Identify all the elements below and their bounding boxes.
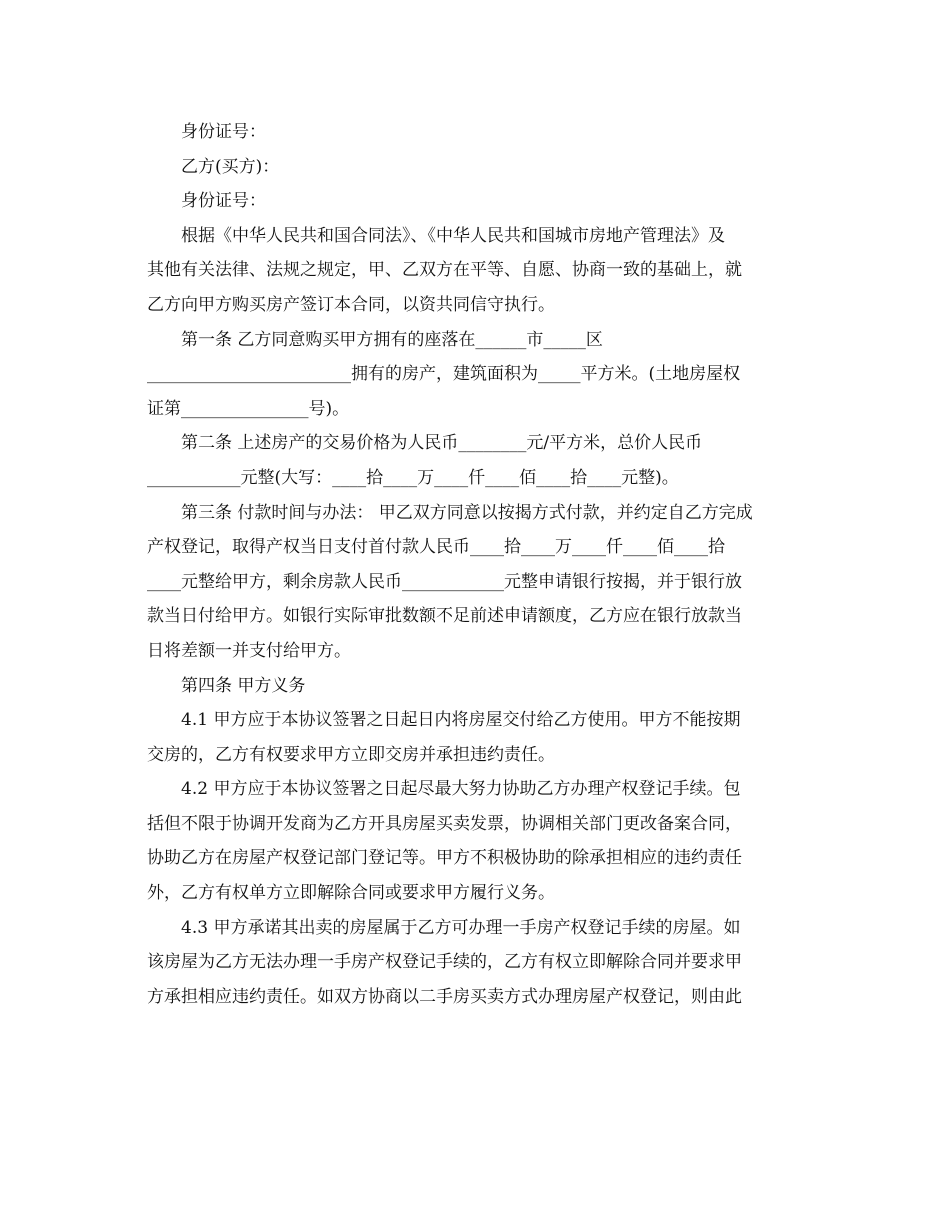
clause-4-3-line: 4.3 甲方承诺其出卖的房屋属于乙方可办理一手房产权登记手续的房屋。如 <box>181 917 741 938</box>
preamble-line: 乙方向甲方购买房产签订本合同，以资共同信守执行。 <box>147 294 555 315</box>
clause-4-2-line: 括但不限于协调开发商为乙方开具房屋买卖发票，协调相关部门更改备案合同， <box>147 813 742 834</box>
article-3-line: 款当日付给甲方。如银行实际审批数额不足前述申请额度，乙方应在银行放款当 <box>147 606 742 627</box>
clause-4-3-line: 该房屋为乙方无法办理一手房产权登记手续的，乙方有权立即解除合同并要求甲 <box>147 952 742 973</box>
preamble-line: 根据《中华人民共和国合同法》、《中华人民共和国城市房地产管理法》及 <box>181 225 725 246</box>
article-3-line: 日将差额一并支付给甲方。 <box>147 640 351 661</box>
clause-4-1-line: 交房的，乙方有权要求甲方立即交房并承担违约责任。 <box>147 744 555 765</box>
article-1-line: ________________________拥有的房产，建筑面积为_____平方米。(土地房屋权 <box>147 364 741 385</box>
clause-4-2-line: 4.2 甲方应于本协议签署之日起尽最大努力协助乙方办理产权登记手续。包 <box>181 779 741 800</box>
clause-4-1-line: 4.1 甲方应于本协议签署之日起日内将房屋交付给乙方使用。甲方不能按期 <box>181 710 741 731</box>
clause-4-3-line: 方承担相应违约责任。如双方协商以二手房买卖方式办理房屋产权登记，则由此 <box>147 986 742 1007</box>
article-4-heading: 第四条 甲方义务 <box>181 675 306 696</box>
article-2-line: ___________元整(大写：____拾____万____仟____佰____拾____元整)。 <box>147 467 679 488</box>
article-1-line: 第一条 乙方同意购买甲方拥有的座落在______市_____区 <box>181 329 603 350</box>
id-number-label-party-b: 身份证号： <box>181 191 266 212</box>
article-3-line: 产权登记，取得产权当日支付首付款人民币____拾____万____仟____佰____拾 <box>147 537 725 558</box>
party-b-buyer-label: 乙方(买方)： <box>181 156 280 177</box>
clause-4-2-line: 协助乙方在房屋产权登记部门登记等。甲方不积极协助的除承担相应的违约责任 <box>147 848 742 869</box>
preamble-line: 其他有关法律、法规之规定，甲、乙双方在平等、自愿、协商一致的基础上，就 <box>147 260 742 281</box>
article-1-line: 证第_______________号)。 <box>147 398 350 419</box>
clause-4-2-line: 外，乙方有权单方立即解除合同或要求甲方履行义务。 <box>147 883 555 904</box>
contract-page <box>147 115 807 1014</box>
article-2-line: 第二条 上述房产的交易价格为人民币________元/平方米，总价人民币 <box>181 433 703 454</box>
id-number-label-party-a: 身份证号： <box>181 122 266 142</box>
article-3-line: 第三条 付款时间与办法： 甲乙双方同意以按揭方式付款，并约定自乙方完成 <box>181 502 753 523</box>
article-3-line: ____元整给甲方，剩余房款人民币____________元整申请银行按揭，并于银行放 <box>147 571 742 592</box>
